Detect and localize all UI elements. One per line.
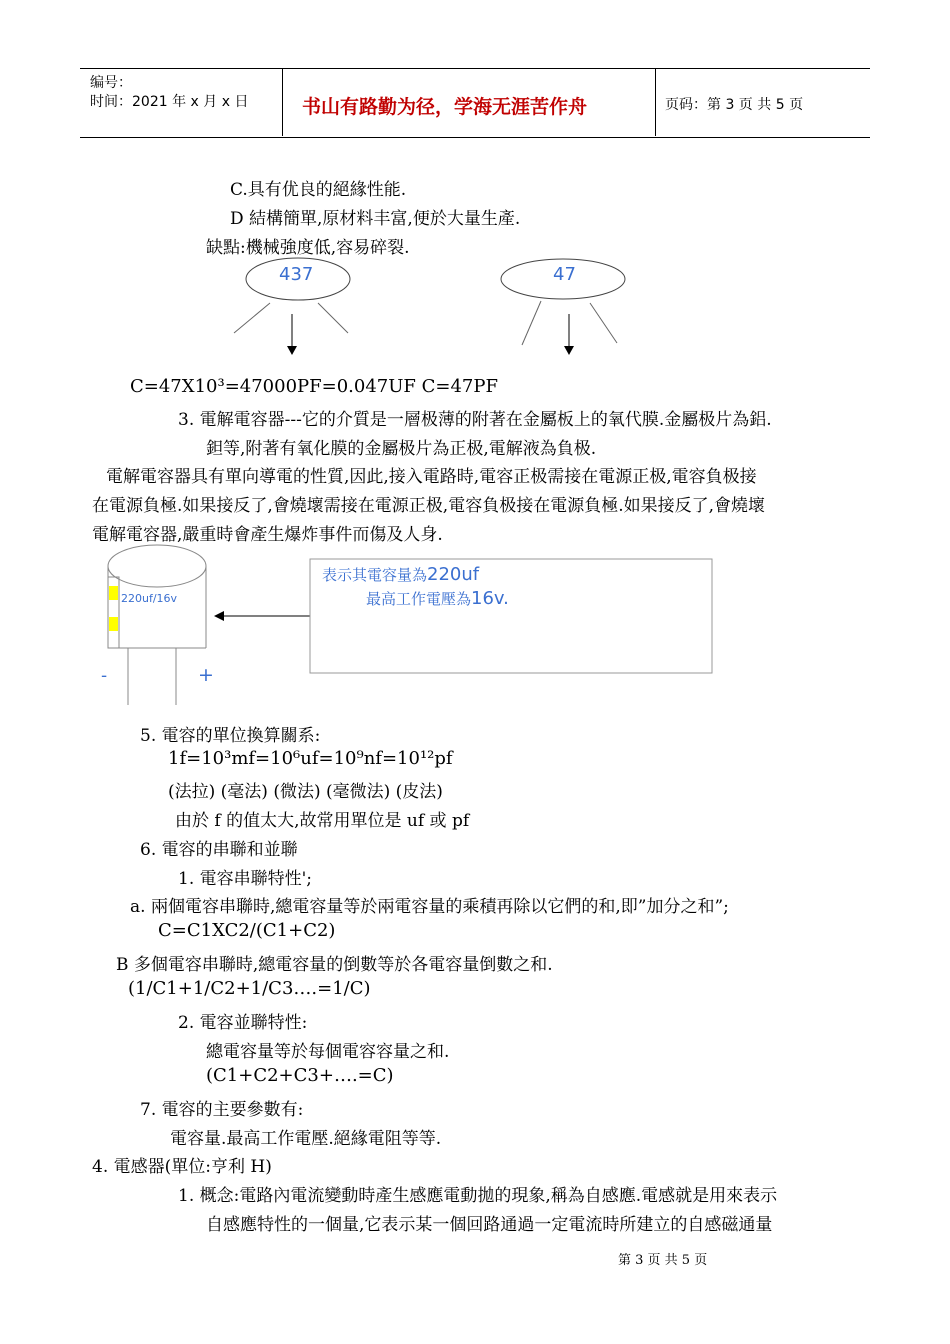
unit-formula: 1f=10³mf=10⁶uf=10⁹nf=10¹²pf xyxy=(168,748,453,769)
capacitor-band-1 xyxy=(109,586,118,600)
annotation-prefix: 表示其電容量為 xyxy=(322,566,428,584)
text-line: B 多個電容串聯時,總電容量的倒數等於各電容量倒數之和. xyxy=(116,955,553,975)
text-line: a. 兩個電容串聯時,總電容量等於兩電容量的乘積再除以它們的和,即”加分之和”; xyxy=(130,897,729,917)
text-line: 6. 電容的串聯和並聯 xyxy=(140,840,298,860)
text-line: 自感應特性的一個量,它表示某一個回路通過一定電流時所建立的自感磁通量 xyxy=(206,1215,773,1235)
annotation-line-1 xyxy=(322,564,479,585)
text-line: 3. 電解電容器---它的介質是一層极薄的附著在金屬板上的氧代膜.金屬极片為鋁. xyxy=(178,410,772,430)
annotation-value: 220uf xyxy=(427,564,480,585)
text-line: 1. 概念:電路內電流變動時產生感應電動拋的現象,稱為自感應.電感就是用來表示 xyxy=(178,1186,778,1206)
text-line: 5. 電容的單位換算關系: xyxy=(140,726,321,746)
ellipse-1-left-line xyxy=(234,303,270,333)
text-line: 在電源負極.如果接反了,會燒壞需接在電源正极,電容負极接在電源負極.如果接反了,會燒壞 xyxy=(92,496,766,516)
text-line: 總電容量等於每個電容容量之和. xyxy=(206,1042,450,1062)
text-line: 電容量.最高工作電壓.絕緣電阻等等. xyxy=(170,1129,442,1149)
formula-line: (1/C1+1/C2+1/C3….=1/C) xyxy=(128,978,371,999)
page-footer: 第 3 页 共 5 页 xyxy=(618,1253,708,1268)
ellipse-2-right-line xyxy=(590,303,617,343)
ellipse-1-code: 437 xyxy=(279,264,314,285)
text-line: 1. 電容串聯特性'; xyxy=(178,869,313,889)
annotation-prefix: 最高工作電壓為 xyxy=(366,590,472,608)
text-line: D 結構簡單,原材料丰富,便於大量生產. xyxy=(230,209,521,229)
formula-line: C=47X10³=47000PF=0.047UF C=47PF xyxy=(130,376,498,397)
formula-line: C=C1XC2/(C1+C2) xyxy=(158,920,336,941)
text-line: 4. 電感器(單位:亨利 H) xyxy=(92,1157,272,1177)
annotation-value: 16v. xyxy=(471,588,509,609)
header-page-label: 页码：第 3 页 共 5 页 xyxy=(665,97,804,113)
ellipse-2-left-line xyxy=(522,301,541,345)
header-time-label: 时间：2021 年 x 月 x 日 xyxy=(90,94,249,110)
header-number-label: 编号： xyxy=(90,75,132,91)
text-line: 7. 電容的主要參數有: xyxy=(140,1100,304,1120)
annotation-arrowhead xyxy=(214,611,224,621)
positive-sign: + xyxy=(198,664,214,686)
text-line: (法拉) (毫法) (微法) (毫微法) (皮法) xyxy=(168,782,443,802)
header-motto: 书山有路勤为径，学海无涯苦作舟 xyxy=(302,96,588,118)
ellipse-1-arrowhead xyxy=(287,346,297,355)
ellipse-2-code: 47 xyxy=(553,264,576,285)
negative-sign: - xyxy=(101,666,108,686)
text-line: C.具有优良的絕緣性能. xyxy=(230,180,407,200)
ellipse-2-arrowhead xyxy=(564,346,574,355)
text-line: 2. 電容並聯特性: xyxy=(178,1013,308,1033)
annotation-line-2 xyxy=(366,588,509,609)
text-line: 電解電容器,嚴重時會產生爆炸事件而傷及人身. xyxy=(92,525,443,545)
text-line: 缺點:機械強度低,容易碎裂. xyxy=(206,238,410,258)
text-line: 鉭等,附著有氧化膜的金屬极片為正极,電解液為負极. xyxy=(206,439,597,459)
formula-line: (C1+C2+C3+….=C) xyxy=(206,1065,394,1086)
capacitor-band-2 xyxy=(109,617,118,631)
capacitor-label: 220uf/16v xyxy=(121,592,178,605)
ellipse-1-right-line xyxy=(318,303,348,333)
capacitor-top xyxy=(108,545,206,587)
text-line: 由於 f 的值太大,故常用單位是 uf 或 pf xyxy=(175,811,470,831)
text-line: 電解電容器具有單向導電的性質,因此,接入電路時,電容正极需接在電源正极,電容負极接 xyxy=(106,467,757,487)
